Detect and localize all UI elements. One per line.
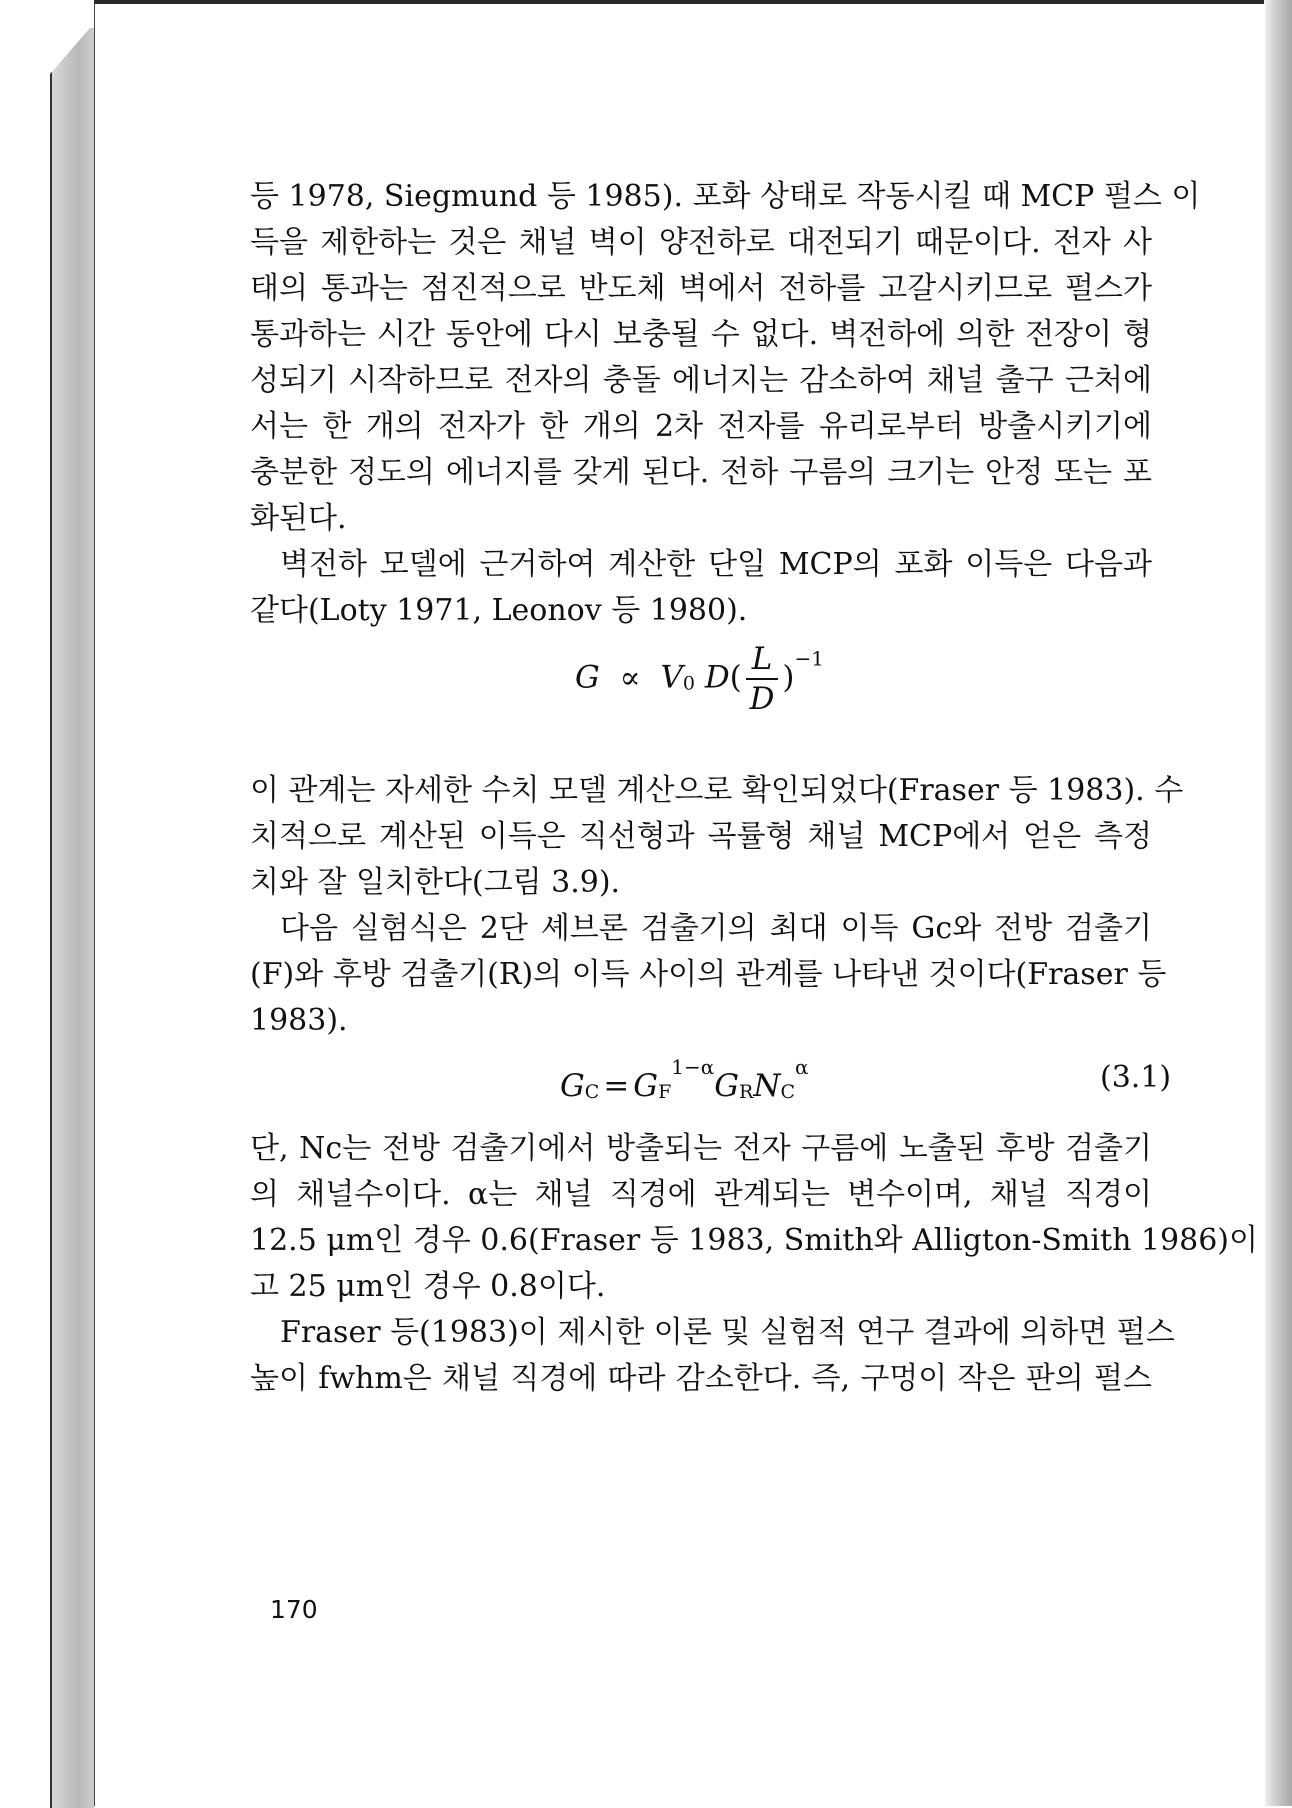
fraction-l-over-d — [746, 640, 779, 718]
text-line: 치와 잘 일치한다(그림 3.9). — [250, 865, 621, 900]
text-line: 치적으로 계산된 이득은 직선형과 곡률형 채널 MCP에서 얻은 측정 — [250, 819, 1152, 854]
text-line: 화된다. — [250, 501, 347, 536]
symbol-g: G — [575, 659, 600, 696]
text-line: 1983). — [250, 1003, 348, 1038]
symbol-d: D — [704, 659, 730, 696]
symbol-v: V — [660, 659, 683, 696]
symbol-gc: G — [560, 1068, 585, 1104]
symbol-nc-subscript: C — [780, 1081, 795, 1103]
exponent: −1 — [794, 646, 824, 671]
symbol-nc-exponent: α — [795, 1055, 809, 1079]
text-line: 이 관계는 자세한 수치 모델 계산으로 확인되었다(Fraser 등 1983). 수 — [250, 773, 1184, 808]
page-number: 170 — [270, 1595, 318, 1624]
text-line: 성되기 시작하므로 전자의 충돌 에너지는 감소하여 채널 출구 근처에 — [250, 363, 1152, 398]
fraction-denominator: D — [749, 681, 775, 717]
equation-number: (3.1) — [1100, 1060, 1172, 1095]
text-line: 서는 한 개의 전자가 한 개의 2차 전자를 유리로부터 방출시키기에 — [250, 409, 1152, 444]
text-line: 충분한 정도의 에너지를 갖게 된다. 전하 구름의 크기는 안정 또는 포 — [250, 455, 1152, 490]
symbol-gf-exponent: 1−α — [671, 1055, 715, 1079]
symbol-gf-subscript: F — [658, 1081, 672, 1103]
proportional-symbol: ∝ — [619, 659, 641, 696]
text-line: 12.5 μm인 경우 0.6(Fraser 등 1983, Smith와 Alligton-Smith 1986)이 — [250, 1223, 1258, 1258]
close-paren: ) — [782, 659, 795, 696]
book-spine-edge — [50, 28, 96, 1808]
text-line: 등 1978, Siegmund 등 1985). 포화 상태로 작동시킬 때 MCP 펄스 이 — [250, 179, 1201, 214]
text-line: 같다(Loty 1971, Leonov 등 1980). — [250, 593, 748, 628]
symbol-gr: G — [714, 1068, 740, 1104]
open-paren: ( — [729, 659, 742, 696]
text-line: 단, Nc는 전방 검출기에서 방출되는 전자 구름에 노출된 후방 검출기 — [250, 1131, 1152, 1166]
text-line: 득을 제한하는 것은 채널 벽이 양전하로 대전되기 때문이다. 전자 사 — [250, 225, 1152, 260]
text-line: (F)와 후방 검출기(R)의 이득 사이의 관계를 나타낸 것이다(Fraser 등 — [250, 957, 1167, 992]
text-line: 다음 실험식은 2단 셰브론 검출기의 최대 이득 Gc와 전방 검출기 — [280, 911, 1152, 946]
equals-sign: = — [603, 1068, 630, 1104]
symbol-nc: N — [753, 1068, 781, 1104]
symbol-gf: G — [633, 1068, 659, 1104]
saturation-gain-formula — [575, 640, 824, 718]
text-line: 통과하는 시간 동안에 다시 보충될 수 없다. 벽전하에 의한 전장이 형 — [250, 317, 1152, 352]
text-line: 벽전하 모델에 근거하여 계산한 단일 MCP의 포화 이득은 다음과 — [280, 547, 1152, 582]
fraction-numerator: L — [746, 640, 779, 680]
symbol-gr-subscript: R — [739, 1081, 754, 1103]
chevron-gain-formula — [560, 1055, 809, 1104]
text-line: 의 채널수이다. α는 채널 직경에 관계되는 변수이며, 채널 직경이 — [250, 1177, 1152, 1212]
symbol-gc-subscript: C — [584, 1081, 600, 1103]
text-line: Fraser 등(1983)이 제시한 이론 및 실험적 연구 결과에 의하면 펄스 — [280, 1315, 1175, 1350]
page-stack-edge — [1264, 0, 1292, 1806]
text-line: 태의 통과는 점진적으로 반도체 벽에서 전하를 고갈시키므로 펄스가 — [250, 271, 1152, 306]
text-line: 고 25 μm인 경우 0.8이다. — [250, 1269, 606, 1304]
symbol-v-subscript: 0 — [682, 672, 695, 695]
text-line: 높이 fwhm은 채널 직경에 따라 감소한다. 즉, 구멍이 작은 판의 펄스 — [250, 1361, 1152, 1396]
